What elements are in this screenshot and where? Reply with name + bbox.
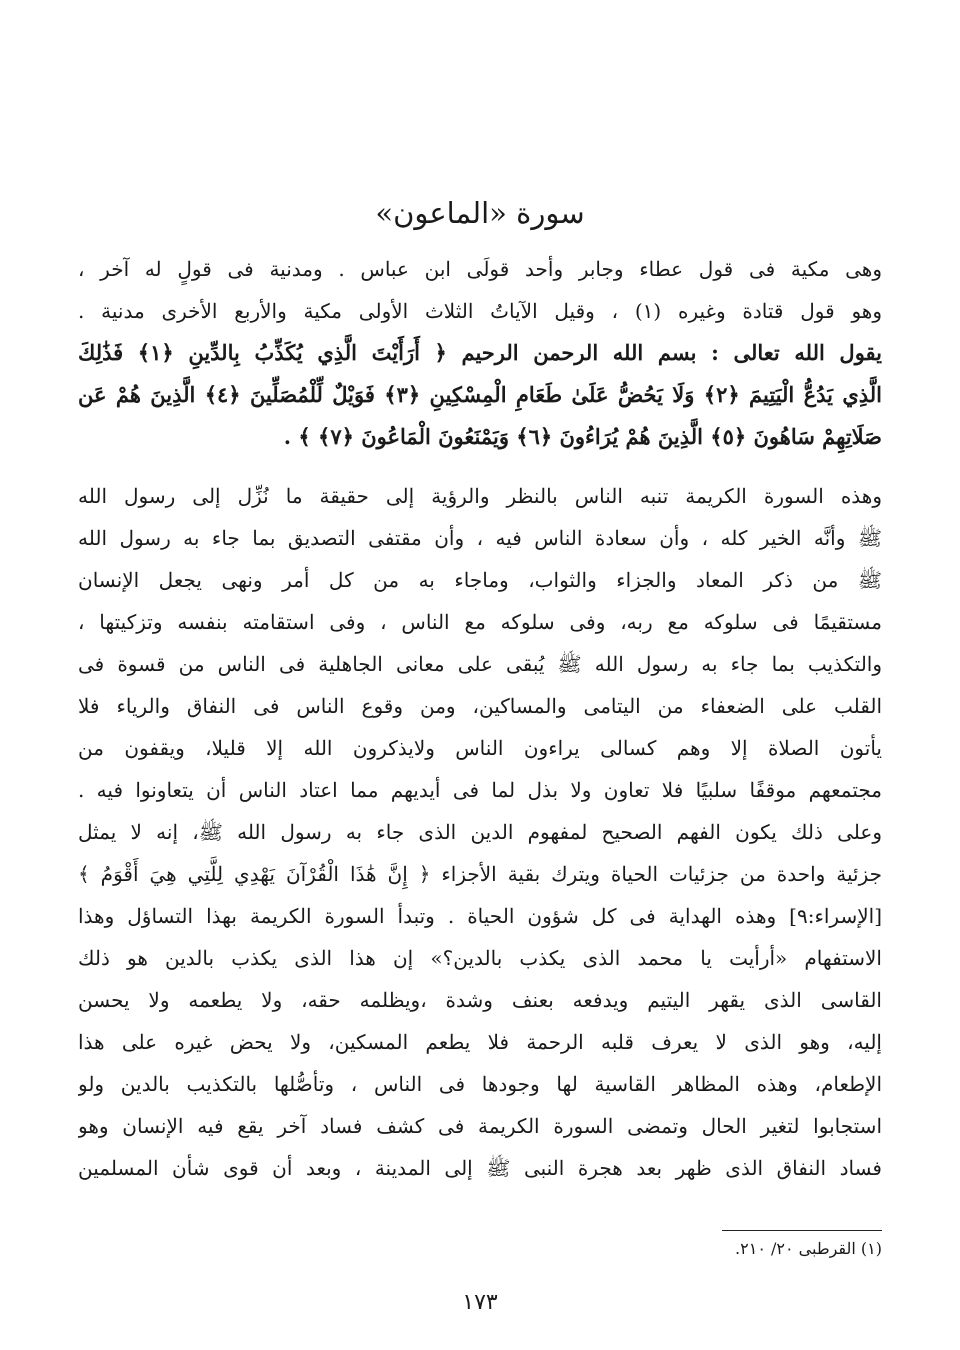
quran-verse-line: صَلَاتِهِمْ سَاهُونَ ﴿٥﴾ الَّذِينَ هُمْ يُرَاءُونَ ﴿٦﴾ وَيَمْنَعُونَ الْمَاعُونَ ﴿٧﴾ ﴾ . [283, 424, 882, 449]
quran-verse-line: يقول الله تعالى : بسم الله الرحمن الرحيم ﴿ أَرَأَيْتَ الَّذِي يُكَذِّبُ بِالدِّينِ ﴿١﴾ فَذَٰلِكَ [78, 340, 882, 365]
text-line: فساد النفاق الذى ظهر بعد هجرة النبى ﷺ إلى المدينة ، وبعد أن قوى شأن المسلمين [78, 1156, 882, 1180]
footnote: (١) القرطبى ٢٠/ ٢١٠. [735, 1239, 882, 1258]
footnote-divider [722, 1230, 882, 1231]
text-line: مستقيمًا فى سلوكه مع ربه، وفى سلوكه مع الناس ، وفى استقامته بنفسه وتزكيتها ، [78, 610, 882, 634]
text-line: ﷺ وأنَّه الخير كله ، وأن سعادة الناس فيه ، وأن مقتفى التصديق بما جاء به رسول الله [78, 526, 882, 550]
text-line: والتكذيب بما جاء به رسول الله ﷺ يُبقى على معانى الجاهلية فى الناس من قسوة فى [78, 652, 882, 676]
text-line: يأتون الصلاة إلا وهم كسالى يراءون الناس ولايذكرون الله إلا قليلا، ويقفون من [78, 736, 882, 760]
text-line: وعلى ذلك يكون الفهم الصحيح لمفهوم الدين الذى جاء به رسول الله ﷺ، إنه لا يمثل [78, 820, 882, 844]
intro-paragraph [78, 248, 882, 458]
text-line: [الإسراء:٩] وهذه الهداية فى كل شؤون الحياة . وتبدأ السورة الكريمة بهذا التساؤل وهذا [78, 904, 882, 928]
page-number: ١٧٣ [462, 1290, 498, 1315]
text-line: الإطعام، وهذه المظاهر القاسية لها وجودها فى الناس ، وتأصُّلها بالتكذيب بالدين ولو [78, 1072, 882, 1096]
text-line: ﷺ من ذكر المعاد والجزاء والثواب، وماجاء به من كل أمر ونهى يجعل الإنسان [78, 568, 882, 592]
text-line: القلب على الضعفاء من اليتامى والمساكين، ومن وقوع الناس فى النفاق والرياء فلا [78, 694, 882, 718]
surah-title: سورة «الماعون» [375, 196, 585, 230]
quran-verse-line: الَّذِي يَدُعُّ الْيَتِيمَ ﴿٢﴾ وَلَا يَحُضُّ عَلَىٰ طَعَامِ الْمِسْكِينِ ﴿٣﴾ فَوَيْلٌ لِّلْمُصَلِّينَ ﴿٤﴾ الَّذِينَ هُمْ عَن [78, 382, 882, 407]
text-line: مجتمعهم موقفًا سلبيًا فلا تعاون ولا بذل لما فى أيديهم مما اعتاد الناس أن يتعاونوا فيه . [78, 778, 882, 802]
text-line: القاسى الذى يقهر اليتيم ويدفعه بعنف وشدة ،ويظلمه حقه، ولا يطعمه ولا يحسن [78, 988, 882, 1012]
text-line: الاستفهام «أرأيت يا محمد الذى يكذب بالدين؟» إن هذا الذى يكذب بالدين هو ذلك [78, 946, 882, 970]
text-line: جزئية واحدة من جزئيات الحياة ويترك بقية الأجزاء ﴿ إِنَّ هَٰذَا الْقُرْآنَ يَهْدِي لِلَّتِي هِيَ أَقْوَمُ ﴾ [78, 862, 882, 886]
text-line: استجابوا لتغير الحال وتمضى السورة الكريمة فى كشف فساد آخر يقع فيه الإنسان وهو [78, 1114, 882, 1138]
text-line: وهى مكية فى قول عطاء وجابر وأحد قولَى ابن عباس . ومدنية فى قولٍ له آخر ، [78, 257, 882, 281]
text-line: وهذه السورة الكريمة تنبه الناس بالنظر والرؤية إلى حقيقة ما نُزِّل إلى رسول الله [78, 484, 882, 508]
text-line: وهو قول قتادة وغيره (١) ، وقيل الآياتُ الثلاث الأولى مكية والأربع الأخرى مدنية . [78, 299, 882, 323]
text-line: إليه، وهو الذى لا يعرف قلبه الرحمة فلا يطعم المسكين، ولا يحض غيره على هذا [78, 1030, 882, 1054]
body-paragraph [78, 475, 882, 1189]
